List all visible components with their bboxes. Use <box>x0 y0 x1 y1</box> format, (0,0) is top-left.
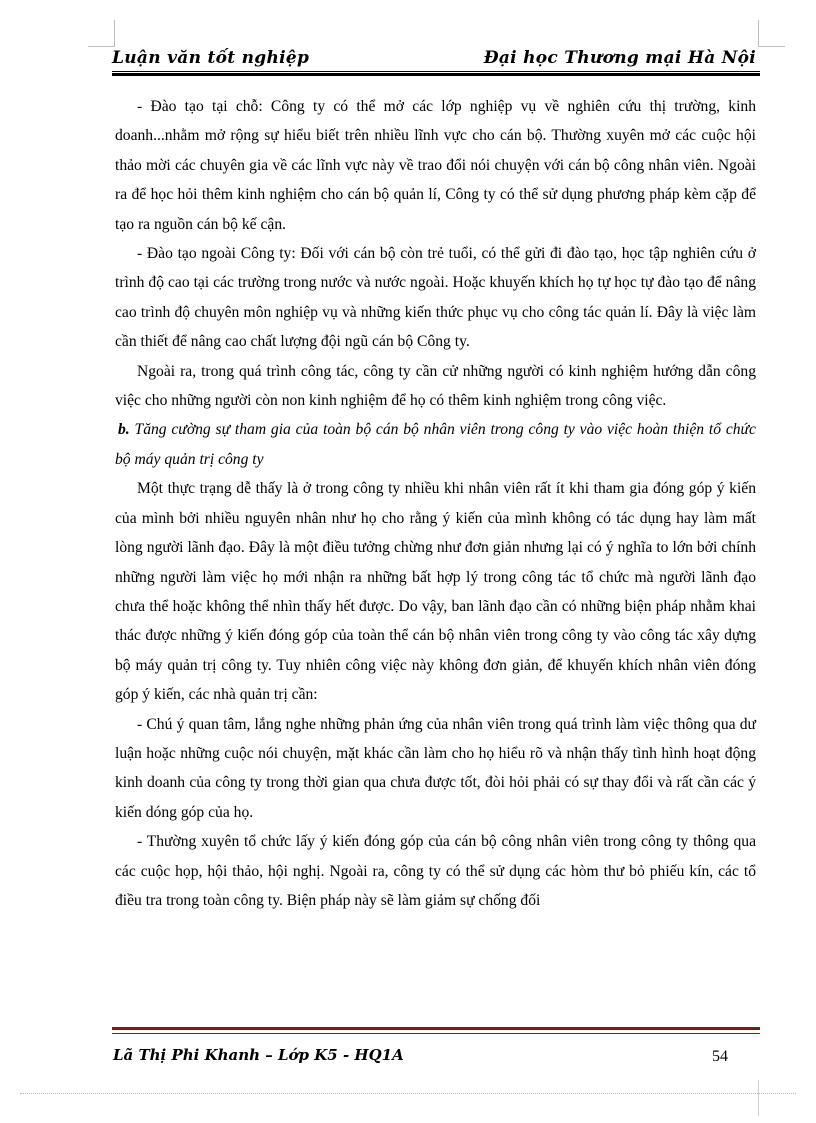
crop-mark-bottom-right <box>758 1080 759 1116</box>
crop-mark-top-right <box>758 20 785 47</box>
paragraph-current-situation: Một thực trạng dễ thấy là ở trong công ty nhiều khi nhân viên rất ít khi tham gia đóng góp ý kiến của mình bởi nhiều nguyên nhân như họ cho rằng ý kiến của mình không có tác dụng hay làm mất lòng người lãnh đạo. Đây là một điều tưởng chừng như đơn giản nhưng lại có ý nghĩa to lớn bởi chính những người làm việc họ mới nhận ra những bất hợp lý trong công tác tổ chức mà người lãnh đạo chưa thể hoặc không thể nhìn thấy hết được. Do vậy, ban lãnh đạo cần có những biện pháp nhằm khai thác được những ý kiến đóng góp của toàn thể cán bộ nhân viên trong công ty vào công tác xây dựng bộ máy quản trị công ty. Tuy nhiên công việc này không đơn giản, để khuyến khích nhân viên đóng góp ý kiến, các nhà quản trị cần: <box>115 480 756 704</box>
page-header <box>112 48 760 72</box>
document-body <box>115 92 756 915</box>
footer-author: Lã Thị Phi Khanh – Lớp K5 - HQ1A <box>113 1046 404 1064</box>
footer-rule-thin <box>112 1033 760 1034</box>
header-rule-thin <box>112 71 760 72</box>
paragraph-external-training: - Đào tạo ngoài Công ty: Đối với cán bộ còn trẻ tuổi, có thể gửi đi đào tạo, học tập nghiên cứu ở trình độ cao tại các trường trong nước và nước ngoài. Hoặc khuyến khích họ tự học tự đào tạo để nâng cao trình độ chuyên môn nghiệp vụ và những kiến thức phục vụ cho công tác quản lí. Đây là việc làm cần thiết để nâng cao chất lượng đội ngũ cán bộ Công ty. <box>115 245 756 351</box>
paragraph-mentoring: Ngoài ra, trong quá trình công tác, công ty cần cử những người có kinh nghiệm hướng dẫn công việc cho những người còn non kinh nghiệm để họ có thêm kinh nghiệm trong công việc. <box>115 362 756 410</box>
header-left-title: Luận văn tốt nghiệp <box>112 48 310 68</box>
footer-rule-thick <box>112 1027 760 1030</box>
paragraph-onsite-training: - Đào tạo tại chỗ: Công ty có thể mở các lớp nghiệp vụ về nghiên cứu thị trường, kinh doanh...nhằm mở rộng sự hiểu biết trên nhiều lĩnh vực cho cán bộ. Thường xuyên mở các cuộc hội thảo mời các chuyên gia về các lĩnh vực này về trao đổi nói chuyện với cán bộ công nhân viên. Ngoài ra để học hỏi thêm kinh nghiệm cho cán bộ quản lí, Công ty có thể sử dụng phương pháp kèm cặp để tạo ra nguồn cán bộ kế cận. <box>115 98 756 233</box>
header-rule-thick <box>112 73 760 76</box>
page-bottom-guide <box>20 1093 796 1094</box>
section-heading-text: Tăng cường sự tham gia của toàn bộ cán bộ nhân viên trong công ty vào việc hoàn thiện tổ chức bộ máy quản trị công ty <box>115 421 756 468</box>
header-right-title: Đại học Thương mại Hà Nội <box>483 48 756 68</box>
section-heading-b <box>115 415 756 474</box>
crop-mark-top-left <box>88 20 115 47</box>
section-heading-label: b. <box>118 421 130 439</box>
page-number: 54 <box>712 1048 728 1065</box>
paragraph-collect-opinions: - Thường xuyên tổ chức lấy ý kiến đóng góp của cán bộ công nhân viên trong công ty thông qua các cuộc họp, hội thảo, hội nghị. Ngoài ra, công ty có thể sử dụng các hòm thư bỏ phiếu kín, các tổ điều tra trong toàn công ty. Biện pháp này sẽ làm giảm sự chống đối <box>115 833 756 909</box>
paragraph-listen-feedback: - Chú ý quan tâm, lắng nghe những phản ứng của nhân viên trong quá trình làm việc thông qua dư luận hoặc những cuộc nói chuyện, mặt khác cần làm cho họ hiểu rõ và nhận thấy tình hình hoạt động kinh doanh của công ty trong thời gian qua chưa được tốt, đòi hỏi phải có sự thay đổi và rất cần các ý kiến dóng góp của họ. <box>115 715 756 821</box>
